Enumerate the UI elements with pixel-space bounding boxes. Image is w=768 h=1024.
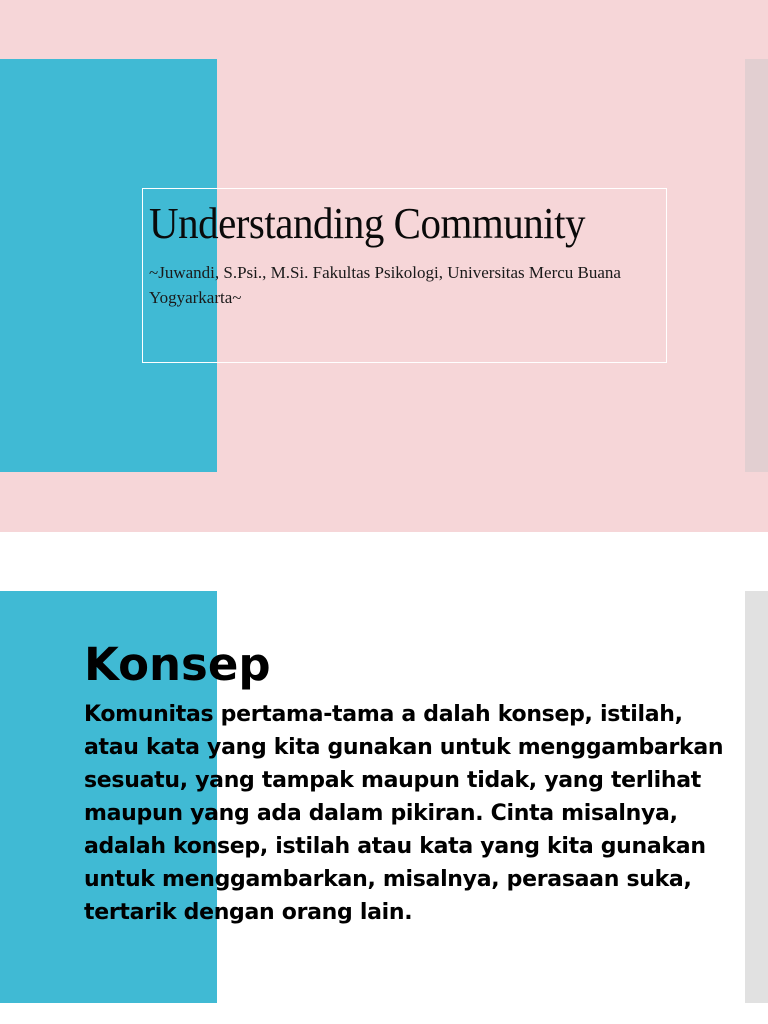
right-side-bar [745, 59, 768, 472]
slide-konsep [0, 591, 768, 1024]
right-side-bar [745, 591, 768, 1003]
slide-body-text: Komunitas pertama-tama a dalah konsep, istilah, atau kata yang kita gunakan untuk menggambarkan sesuatu, yang tampak maupun tidak, yang terlihat maupun yang ada dalam pikiran. Cinta misalnya, adalah konsep, istilah atau kata yang kita gunakan untuk menggambarkan, misalnya, perasaan suka, tertarik dengan orang lain. [84, 702, 724, 925]
slide-heading: Konsep [84, 638, 271, 691]
slide-title-text: Understanding Community [149, 199, 585, 248]
slide-subtitle-text: ~Juwandi, S.Psi., M.Si. Fakultas Psikologi, Universitas Mercu Buana Yogyarkarta~ [149, 263, 621, 307]
